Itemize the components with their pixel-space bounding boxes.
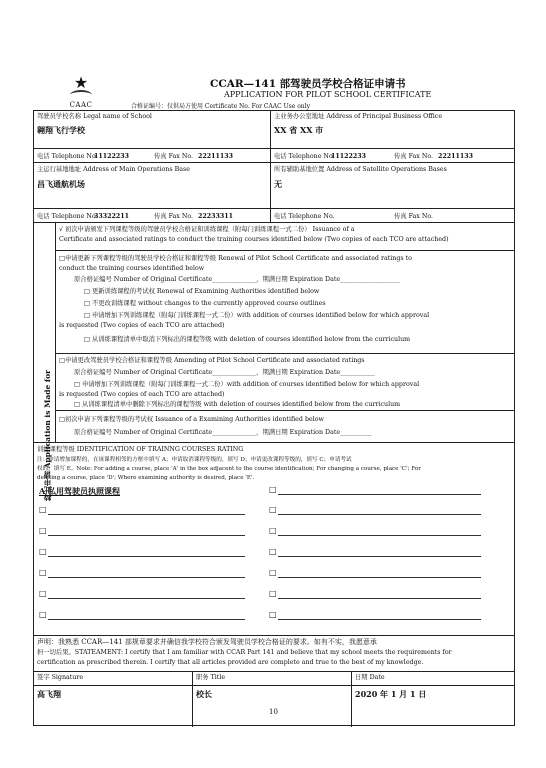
title-label: 职务 Title xyxy=(196,674,226,681)
row-divider xyxy=(34,671,514,672)
phone-label: 电话 Telephone No. xyxy=(274,213,335,220)
course-checkbox-right[interactable]: □ xyxy=(269,505,277,514)
course-checkbox-left[interactable]: □ xyxy=(39,505,47,514)
satellite-base-value[interactable]: 无 xyxy=(274,179,282,189)
course-entry-line-right[interactable] xyxy=(278,619,481,620)
star-icon: ★ xyxy=(73,73,89,92)
declaration-text: 担一切后果。STATEAMENT: I certify that I am familiar with CCAR Part 141 and believe that my school meets the requirements for xyxy=(37,649,452,656)
course-entry-line-right[interactable] xyxy=(278,598,481,599)
column-divider xyxy=(192,671,193,727)
school-name-value[interactable]: 翱翔飞行学校 xyxy=(37,125,85,135)
caac-logo xyxy=(58,73,104,109)
row-divider xyxy=(34,222,514,223)
title-value[interactable]: 校长 xyxy=(196,689,212,699)
course-entry-line-right[interactable] xyxy=(278,556,481,557)
satellite-base-label: 所有辅助基地位置 Address of Satellite Operations Bases xyxy=(274,166,447,173)
course-entry-line-left[interactable] xyxy=(48,577,245,578)
row-divider xyxy=(34,148,514,149)
course-checkbox-right[interactable]: □ xyxy=(269,547,277,556)
declaration-text: 声明：我熟悉 CCAR—141 部规章要求并确信我学校符合颁发驾驶员学校合格证的要求。如有不实，我愿意承 xyxy=(37,638,377,646)
signature-label: 签字 Signature xyxy=(37,674,84,681)
ratings-note: deleting a course, place 'D'; Where examining authority is desired, place 'E'. xyxy=(37,475,255,481)
title-english: APPLICATION FOR PILOT SCHOOL CERTIFICATE xyxy=(224,90,432,99)
course-checkbox-left[interactable]: □ xyxy=(39,568,47,577)
date-value[interactable]: 2020 年 1 月 1 日 xyxy=(355,689,427,699)
course-checkbox-left[interactable]: □ xyxy=(39,589,47,598)
renewal-no-change-option[interactable]: □ 不更改训练课程 without changes to the currently approved course outlines xyxy=(84,300,326,307)
amend-add-courses-option[interactable]: □ 申请增加下列训练课程（附每门训练课程一式二份）with addition of courses identified below for which approval xyxy=(74,381,420,388)
course-checkbox-right[interactable]: □ xyxy=(269,568,277,577)
course-entry-line-right[interactable] xyxy=(278,535,481,536)
course-checkbox-left[interactable]: □ xyxy=(39,610,47,619)
row-divider xyxy=(55,410,514,411)
main-base-value[interactable]: 昌飞通航机场 xyxy=(37,179,85,189)
course-entry-line-right[interactable] xyxy=(278,514,481,515)
ratings-note: 注：申请增加课程的，在该课程相邻的方框中填写 A；申请取消课程等级的，填写 D；申请更改课程等级的，填写 C；申请考试 xyxy=(37,457,352,463)
ratings-note: 权的，填写 E。Note: For adding a course, place 'A' in the box adjacent to the course identification; For changing a course, place 'C'; For xyxy=(37,466,421,472)
row-divider xyxy=(55,353,514,354)
course-entry-line-right[interactable] xyxy=(278,577,481,578)
phone-label: 电话 Telephone No. xyxy=(274,153,335,160)
amend-original-cert[interactable]: 原合格证编号 Number of Original Certificate______________，期满日期 Expiration Date___________ xyxy=(74,369,375,376)
ratings-title: 训练课程等级 IDENTIFICATION OF TRAINNG COURSES RATING xyxy=(37,446,244,453)
office-address-value[interactable]: XX 省 XX 市 xyxy=(274,125,324,135)
row-divider xyxy=(34,162,514,163)
renewal-delete-option[interactable]: □ 从训练课程清单中取消下列标出的课程等级 with deletion of courses identified below from the curriculum xyxy=(84,336,411,343)
office-address-label: 主业务办公室地址 Address of Principal Business Office xyxy=(274,113,443,120)
renewal-add-courses-option[interactable]: □ 申请增加下列训练课程（附每门训练课程一式二份）with addition of courses identified below for which approval xyxy=(84,312,430,319)
application-side-label: 特此申请 Application is Made for xyxy=(43,369,52,501)
fax-label: 传真 Fax No. xyxy=(394,213,434,220)
renewal-original-cert[interactable]: 原合格证编号 Number of Original Certificate______________，期满日期 Expiration Date___________________ xyxy=(74,276,400,283)
phone-value[interactable]: 33322211 xyxy=(94,213,130,220)
column-divider xyxy=(351,671,352,727)
declaration-text: certification as prescribed therein. I certify that all articles provided are complete and true to the best of my knowledge. xyxy=(37,659,424,666)
course-a-private-pilot: A 私用驾驶员执照课程 xyxy=(39,486,120,496)
signature-value[interactable]: 高飞翔 xyxy=(37,689,61,699)
examining-original-cert[interactable]: 原合格证编号 Number of Original Certificate______________，期满日期 Expiration Date__________ xyxy=(74,429,372,436)
row-divider xyxy=(34,635,514,636)
phone-value[interactable]: 11122233 xyxy=(331,153,367,160)
row-divider xyxy=(34,442,514,443)
course-checkbox-right[interactable]: □ xyxy=(269,485,277,494)
date-label: 日期 Date xyxy=(355,674,385,681)
column-divider xyxy=(270,111,271,222)
examining-authority-option[interactable]: □初次申请下列课程等级的考试权 Issuance of a Examining Authorities identified below xyxy=(59,416,324,423)
course-entry-line-left[interactable] xyxy=(48,535,245,536)
main-base-label: 主运行基地地址 Address of Main Operations Base xyxy=(37,166,190,173)
renewal-option[interactable]: □申请更新下列课程等级的驾驶员学校合格证和课程等级 Renewal of Pilot School Certificate and associated ratings to xyxy=(59,255,412,262)
amend-option[interactable]: □申请更改驾驶员学校合格证和课程等级 Amending of Pilot School Certificate and associated ratings xyxy=(59,357,365,364)
course-entry-line-left[interactable] xyxy=(48,619,245,620)
fax-value[interactable]: 22211133 xyxy=(198,153,234,160)
phone-label: 电话 Telephone No. xyxy=(37,153,98,160)
course-checkbox-right[interactable]: □ xyxy=(269,526,277,535)
row-divider xyxy=(34,208,514,209)
amend-add-courses-text: is requested (Two copies of each TCO are attached) xyxy=(59,391,225,398)
course-checkbox-left[interactable]: □ xyxy=(39,526,47,535)
course-entry-line-right[interactable] xyxy=(278,494,481,495)
course-checkbox-right[interactable]: □ xyxy=(269,610,277,619)
course-entry-line-left[interactable] xyxy=(48,598,245,599)
phone-label: 电话 Telephone No. xyxy=(37,213,98,220)
initial-issuance-text: Certificate and associated ratings to conduct the training courses identified below (Two copies of each TCO are attached) xyxy=(59,236,449,243)
row-divider xyxy=(55,250,514,251)
logo-text: CAAC xyxy=(69,101,93,109)
school-name-label: 驾驶员学校名称 Legal name of School xyxy=(37,113,152,120)
renewal-add-courses-text: is requested (Two copies of each TCO are attached) xyxy=(59,322,225,329)
renewal-examining-option[interactable]: □ 更新训练课程的考试权 Renewal of Examining Authorities identified below xyxy=(84,288,320,295)
course-entry-line-left[interactable] xyxy=(48,514,245,515)
renewal-text: conduct the training courses identified below xyxy=(59,265,205,272)
course-checkbox-left[interactable]: □ xyxy=(39,547,47,556)
initial-issuance-option[interactable]: √ 初次申请颁发下列课程等级的驾驶员学校合格证和训练课程（附每门训练课程一式二份） Issuance of a xyxy=(59,226,355,233)
fax-value[interactable]: 22233311 xyxy=(198,213,234,220)
fax-label: 传真 Fax No. xyxy=(154,213,194,220)
page-number: 10 xyxy=(269,708,278,716)
fax-value[interactable]: 22211133 xyxy=(438,153,474,160)
row-divider xyxy=(34,685,514,686)
fax-label: 传真 Fax No. xyxy=(394,153,434,160)
certificate-number-label: 合格证编号：仅供局方使用 Certificate No. For CAAC Use only xyxy=(131,103,310,110)
phone-value[interactable]: 11122233 xyxy=(94,153,130,160)
fax-label: 传真 Fax No. xyxy=(154,153,194,160)
title-chinese: CCAR—141 部驾驶员学校合格证申请书 xyxy=(210,78,406,90)
course-entry-line-left[interactable] xyxy=(48,556,245,557)
amend-delete-option[interactable]: □ 从训练课程清单中删除下列标出的课程等级 with deletion of courses identified below from the curriculum xyxy=(74,401,401,408)
course-checkbox-right[interactable]: □ xyxy=(269,589,277,598)
application-form xyxy=(33,110,515,726)
